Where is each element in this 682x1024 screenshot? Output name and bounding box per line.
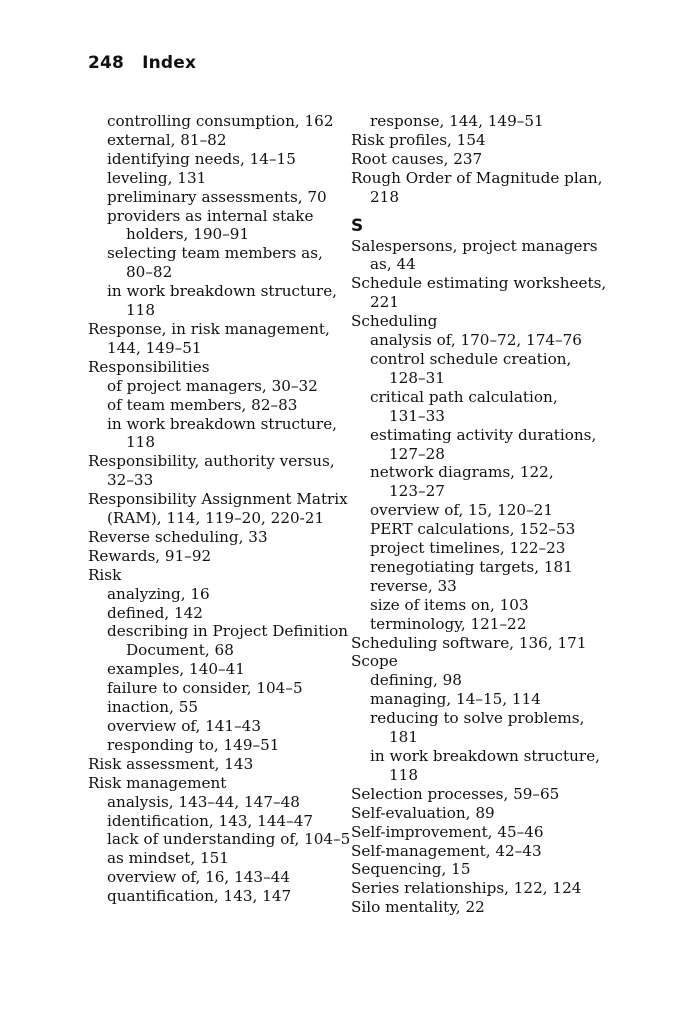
index-subentry: defining, 98 (370, 671, 462, 690)
index-subentry: inaction, 55 (107, 698, 199, 717)
index-subentry: overview of, 141–43 (107, 717, 262, 735)
index-entry: Rewards, 91–92 (88, 546, 212, 565)
index-subentry: analyzing, 16 (107, 584, 210, 603)
index-entry: Scheduling (351, 312, 438, 331)
index-subentry: in work breakdown structure, (107, 414, 338, 433)
index-subentry: project timelines, 122–23 (370, 539, 566, 558)
index-subentry: responding to, 149–51 (107, 735, 280, 754)
index-entry: Reverse scheduling, 33 (88, 527, 268, 546)
index-subentry: external, 81–82 (107, 130, 227, 149)
index-entry: Selection processes, 59–65 (351, 784, 560, 803)
index-entry: Risk assessment, 143 (88, 754, 254, 773)
section-title: Index (142, 53, 197, 73)
index-entry: Response, in risk management, (88, 319, 330, 338)
index-entry: Self-management, 42–43 (351, 841, 542, 860)
index-subentry: estimating activity durations, (370, 425, 597, 444)
index-subentry: analysis, 143–44, 147–48 (107, 792, 300, 811)
index-entry: Series relationships, 122, 124 (351, 879, 582, 898)
index-entry: Responsibility, authority versus, (88, 452, 335, 471)
index-entry: Responsibility Assignment Matrix (88, 490, 348, 509)
index-subentry: 181 (389, 728, 418, 747)
index-column-left (88, 112, 351, 906)
index-subentry: 221 (370, 293, 399, 312)
index-subentry: response, 144, 149–51 (370, 112, 544, 130)
index-subentry: 118 (126, 301, 155, 320)
index-subentry: PERT calculations, 152–53 (370, 520, 576, 539)
index-entry: Silo mentality, 22 (351, 898, 485, 917)
index-subentry: in work breakdown structure, (107, 282, 338, 301)
index-entry: Responsibilities (88, 357, 210, 376)
index-subentry: reducing to solve problems, (370, 709, 585, 728)
index-subentry: failure to consider, 104–5 (107, 679, 303, 698)
index-subentry: 118 (126, 433, 155, 452)
index-subentry: lack of understanding of, 104–5 (107, 830, 351, 849)
index-subentry: control schedule creation, (370, 349, 572, 368)
index-entry: Rough Order of Magnitude plan, (351, 168, 603, 187)
index-subentry: critical path calculation, (370, 387, 558, 406)
index-subentry: overview of, 15, 120–21 (370, 501, 553, 520)
index-letter-heading: S (351, 215, 364, 236)
index-subentry: 144, 149–51 (107, 338, 202, 357)
index-subentry: managing, 14–15, 114 (370, 690, 541, 709)
index-subentry: 218 (370, 187, 399, 206)
index-column-right (351, 112, 607, 917)
index-subentry: quantification, 143, 147 (107, 887, 292, 906)
index-subentry: identifying needs, 14–15 (107, 149, 296, 168)
index-subentry: renegotiating targets, 181 (370, 557, 573, 576)
index-subentry: as, 44 (370, 255, 416, 274)
index-entry: Scope (351, 652, 398, 671)
page-number: 248 (88, 53, 125, 73)
index-subentry: of project managers, 30–32 (107, 376, 318, 395)
index-subentry: 131–33 (389, 406, 445, 425)
index-subentry: 123–27 (389, 482, 445, 501)
index-subentry: defined, 142 (107, 603, 203, 622)
index-subentry: 118 (389, 765, 418, 784)
index-entry: Schedule estimating worksheets, (351, 274, 607, 293)
index-entry: Sequencing, 15 (351, 860, 471, 879)
index-subentry: of team members, 82–83 (107, 395, 298, 414)
index-subentry: as mindset, 151 (107, 849, 229, 868)
index-subentry: selecting team members as, (107, 244, 323, 263)
index-subentry: size of items on, 103 (370, 595, 529, 614)
index-subentry: terminology, 121–22 (370, 614, 527, 633)
index-subentry: leveling, 131 (107, 168, 207, 187)
index-subentry: controlling consumption, 162 (107, 112, 334, 130)
index-subentry: in work breakdown structure, (370, 747, 601, 765)
index-subentry: describing in Project Definition (107, 622, 349, 641)
index-entry: Risk (88, 565, 122, 584)
index-subentry: network diagrams, 122, (370, 463, 554, 482)
index-subentry: 128–31 (389, 368, 445, 387)
index-subentry: (RAM), 114, 119–20, 220-21 (107, 509, 325, 528)
index-subentry: preliminary assessments, 70 (107, 187, 327, 206)
index-entry: Salespersons, project managers (351, 236, 598, 255)
index-subentry: examples, 140–41 (107, 660, 245, 679)
index-entry: Self-evaluation, 89 (351, 803, 495, 822)
index-entry: Scheduling software, 136, 171 (351, 633, 587, 652)
index-subentry: 32–33 (107, 471, 154, 490)
index-entry: Root causes, 237 (351, 149, 483, 168)
index-subentry: holders, 190–91 (126, 225, 250, 244)
index-entry: Risk management (88, 773, 227, 792)
index-subentry: analysis of, 170–72, 174–76 (370, 331, 582, 350)
index-subentry: providers as internal stake (107, 206, 314, 225)
index-subentry: identification, 143, 144–47 (107, 811, 314, 830)
index-entry: Self-improvement, 45–46 (351, 822, 544, 841)
index-subentry: reverse, 33 (370, 576, 457, 595)
index-subentry: 80–82 (126, 263, 173, 282)
running-header (88, 53, 196, 73)
index-subentry: overview of, 16, 143–44 (107, 868, 290, 887)
index-entry: Risk profiles, 154 (351, 130, 486, 149)
index-subentry: 127–28 (389, 444, 445, 463)
index-subentry: Document, 68 (126, 641, 234, 660)
